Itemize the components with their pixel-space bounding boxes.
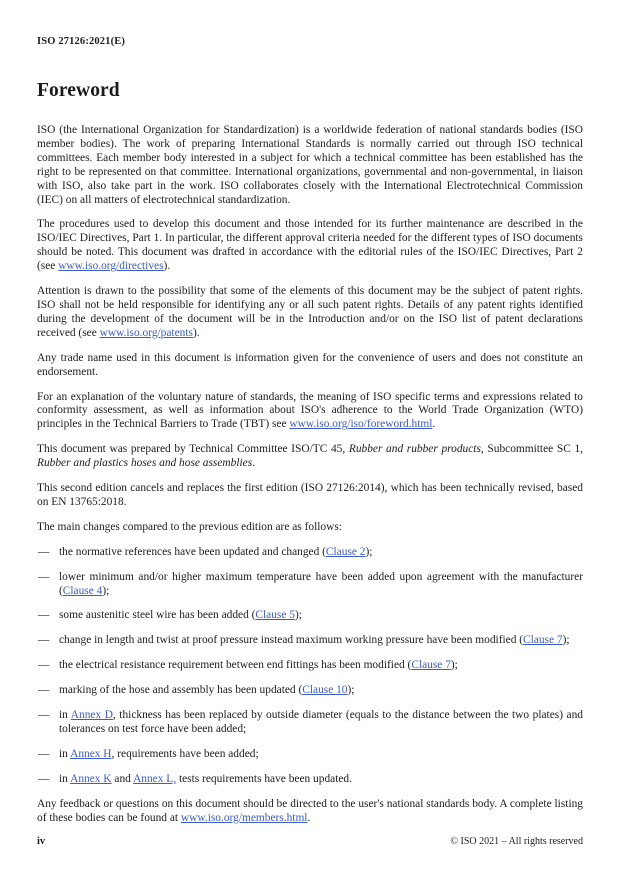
link-iso-directives[interactable]: www.iso.org/directives	[58, 260, 164, 273]
paragraph-feedback-tail: .	[307, 811, 311, 824]
link-annex-k[interactable]: Annex K	[70, 772, 112, 785]
list-marker-dash: —	[38, 570, 50, 583]
link-clause-10[interactable]: Clause 10	[302, 684, 348, 697]
list-item	[37, 634, 583, 648]
list-marker-dash: —	[38, 609, 50, 622]
list-marker-dash: —	[38, 634, 50, 647]
list-item-tail: , requirements have been added;	[111, 747, 259, 760]
list-item-tail: );	[347, 684, 355, 697]
list-item	[37, 709, 583, 737]
paragraph-feedback	[37, 798, 583, 826]
document-body	[37, 80, 583, 837]
list-item-text: lower minimum and/or higher maximum temperature have been added upon agreement with the manufacturer (	[59, 570, 583, 597]
paragraph-tc-text-c: .	[252, 457, 256, 470]
paragraph-feedback-text: Any feedback or questions on this document should be directed to the user's national standards body. A complete listing of these bodies can be found at	[37, 797, 583, 824]
document-header-standard-number: ISO 27126:2021(E)	[37, 36, 126, 47]
link-clause-2[interactable]: Clause 2	[325, 545, 366, 558]
list-item-mid: and	[111, 772, 134, 785]
paragraph-voluntary-nature-tail: .	[432, 418, 436, 431]
list-marker-dash: —	[38, 545, 50, 558]
list-item	[37, 609, 583, 623]
paragraph-procedures-tail: ).	[163, 260, 171, 273]
page-footer	[37, 836, 583, 847]
paragraph-patent-rights-text: Attention is drawn to the possibility that some of the elements of this document may be the subject of patent rights. ISO shall not be held responsible for identifying any or all such patent rights. Details of any patent rights identified during the development of the document will be in the Introduction and/or on the ISO list of patent declarations received (see	[37, 285, 583, 339]
link-clause-7-electrical[interactable]: Clause 7	[411, 659, 451, 672]
paragraph-main-changes-intro: The main changes compared to the previous edition are as follows:	[37, 520, 342, 533]
committee-title-tc45: Rubber and rubber products	[348, 443, 481, 456]
paragraph-iso-description: ISO (the International Organization for Standardization) is a worldwide federation of national standards bodies (ISO member bodies). The work of preparing International Standards is normally carried out through ISO technical committees. Each member body interested in a subject for which a technical committee has been established has the right to be represented on that committee. International organizations, governmental and non-governmental, in liaison with ISO, also take part in the work. ISO collaborates closely with the International Electrotechnical Commission (IEC) on all matters of electrotechnical standardization.	[37, 124, 583, 206]
paragraph-trade-name: Any trade name used in this document is information given for the convenience of users and does not constitute an endorsement.	[37, 351, 583, 378]
changes-list	[37, 546, 583, 787]
paragraph-voluntary-nature	[37, 391, 583, 433]
list-item-tail: );	[102, 584, 110, 597]
list-item	[37, 571, 583, 599]
link-annex-h[interactable]: Annex H	[70, 747, 112, 760]
list-item-tail: );	[562, 634, 570, 647]
link-clause-5[interactable]: Clause 5	[255, 609, 295, 622]
list-item-text: change in length and twist at proof pressure instead maximum working pressure have been modified (	[59, 634, 524, 647]
page-title-foreword: Foreword	[37, 80, 120, 101]
footer-page-number: iv	[37, 836, 46, 847]
paragraph-procedures	[37, 218, 583, 274]
paragraph-second-edition: This second edition cancels and replaces the first edition (ISO 27126:2014), which has been technically revised, based on EN 13765:2018.	[37, 482, 583, 508]
link-iso-members[interactable]: www.iso.org/members.html	[180, 811, 308, 824]
paragraph-tc-text-a: This document was prepared by Technical Committee ISO/TC 45,	[37, 443, 349, 456]
list-marker-dash: —	[38, 772, 50, 785]
list-item	[37, 659, 583, 673]
list-item-text: marking of the hose and assembly has been updated (	[59, 684, 303, 697]
list-item-tail: );	[450, 659, 458, 672]
changes-list-wrapper	[37, 546, 583, 787]
list-item-tail: tests requirements have been updated.	[176, 772, 352, 785]
list-item-tail: );	[294, 609, 302, 622]
footer-copyright: © ISO 2021 – All rights reserved	[450, 836, 583, 847]
list-item	[37, 773, 583, 787]
paragraph-patent-rights-tail: ).	[192, 326, 200, 339]
link-clause-4[interactable]: Clause 4	[62, 584, 103, 597]
list-item-text: in	[59, 747, 71, 760]
committee-title-sc1: Rubber and plastics hoses and hose assemblies	[37, 457, 253, 470]
link-annex-l[interactable]: Annex L,	[133, 772, 177, 785]
paragraph-patent-rights	[37, 285, 583, 341]
list-item	[37, 546, 583, 560]
list-item-text: the normative references have been updated and changed (	[59, 545, 326, 558]
list-item-tail: , thickness has been replaced by outside diameter (equals to the distance between the two plates) and tolerances on test force have been added;	[59, 709, 583, 735]
list-marker-dash: —	[38, 747, 50, 760]
list-marker-dash: —	[38, 709, 50, 722]
list-item	[37, 684, 583, 698]
list-item-text: the electrical resistance requirement between end fittings has been modified (	[59, 659, 412, 672]
list-marker-dash: —	[38, 659, 50, 672]
link-iso-foreword[interactable]: www.iso.org/iso/foreword.html	[289, 418, 433, 431]
paragraph-voluntary-nature-text: For an explanation of the voluntary nature of standards, the meaning of ISO specific terms and expressions related to conformity assessment, as well as information about ISO's adherence to the World Trade Organization (WTO) principles in the Technical Barriers to Trade (TBT) see	[37, 390, 583, 431]
link-annex-d[interactable]: Annex D	[70, 709, 113, 722]
paragraph-tc-text-b: , Subcommittee SC 1,	[480, 443, 583, 456]
list-item-tail: );	[365, 545, 373, 558]
list-item	[37, 748, 583, 762]
paragraph-technical-committee	[37, 443, 583, 471]
list-marker-dash: —	[38, 684, 50, 697]
list-item-text: in	[59, 709, 71, 722]
list-item-text: in	[59, 772, 71, 785]
link-clause-7[interactable]: Clause 7	[523, 634, 563, 647]
paragraph-procedures-text: The procedures used to develop this document and those intended for its further maintenance are described in the ISO/IEC Directives, Part 1. In particular, the different approval criteria needed for the different types of ISO documents should be noted. This document was drafted in accordance with the editorial rules of the ISO/IEC Directives, Part 2 (see	[37, 218, 583, 273]
link-iso-patents[interactable]: www.iso.org/patents	[99, 326, 193, 339]
list-item-text: some austenitic steel wire has been added (	[59, 609, 256, 622]
